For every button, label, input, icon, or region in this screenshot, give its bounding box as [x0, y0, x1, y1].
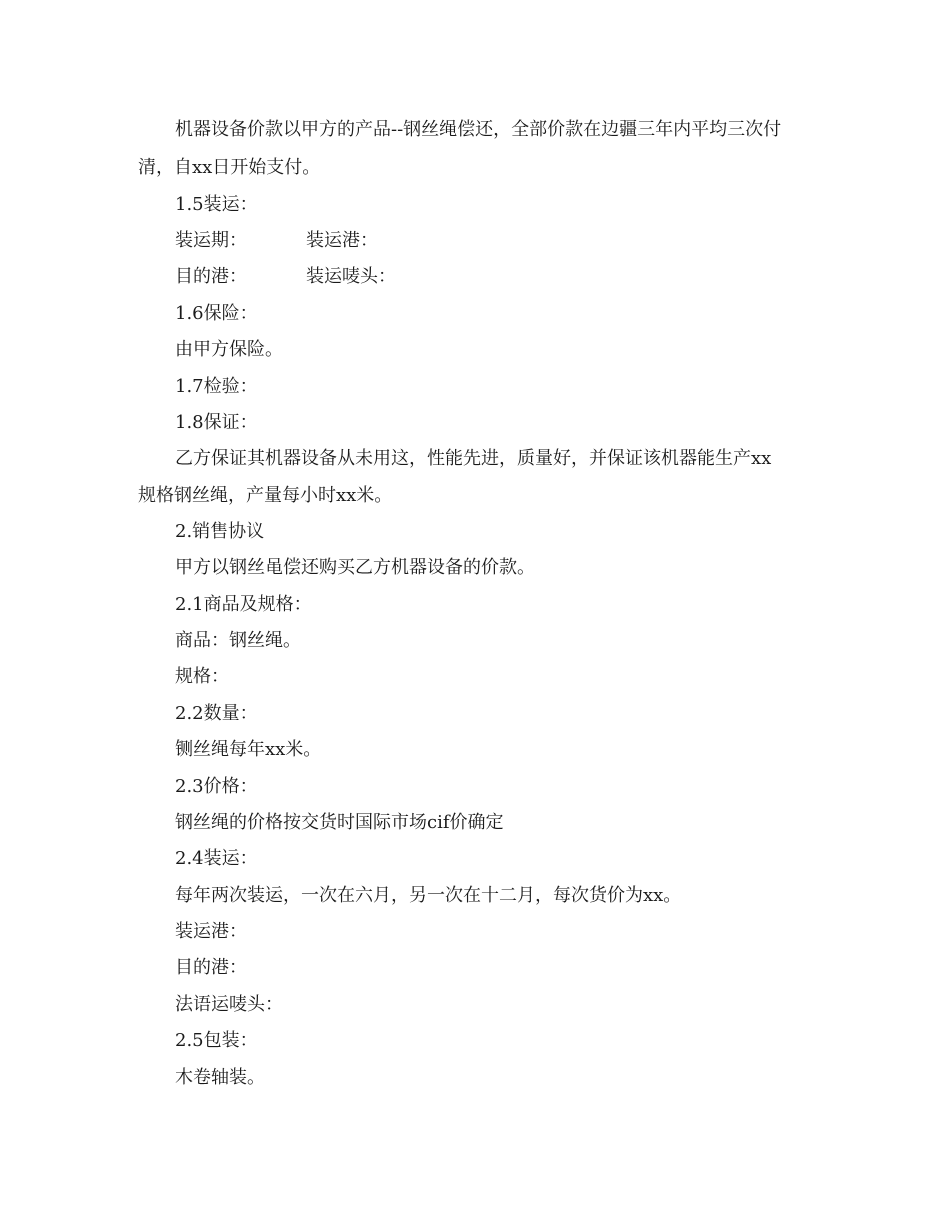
field-label: 目的港： — [175, 266, 247, 287]
paragraph-line: 机器设备价款以甲方的产品--钢丝绳偿还，全部价款在边疆三年内平均三次付 — [175, 119, 782, 140]
section-heading: 1.8保证： — [175, 412, 258, 433]
section-heading: 2.5包装： — [175, 1030, 258, 1051]
field-label: 装运港： — [306, 230, 378, 251]
field-label: 规格： — [175, 666, 229, 687]
section-heading: 1.6保险： — [175, 303, 258, 324]
section-heading: 1.5装运： — [175, 194, 258, 215]
paragraph-line: 铡丝绳每年xx米。 — [175, 739, 322, 760]
section-heading: 2.销售协议 — [175, 521, 265, 542]
paragraph-line: 商品：钢丝绳。 — [175, 630, 301, 651]
section-heading: 2.2数量： — [175, 703, 258, 724]
paragraph-line: 甲方以钢丝黾偿还购买乙方机器设备的价款。 — [175, 557, 535, 578]
field-label: 目的港： — [175, 957, 247, 978]
paragraph-line: 钢丝绳的价格按交货时国际市场cif价确定 — [175, 812, 504, 833]
section-heading: 2.3价格： — [175, 776, 258, 797]
field-label: 装运期： — [175, 230, 247, 251]
paragraph-line: 乙方保证其机器设备从未用这，性能先进，质量好，并保证该机器能生产xx — [175, 448, 772, 469]
paragraph-line: 木卷轴装。 — [175, 1067, 265, 1088]
field-label: 法语运唛头： — [175, 994, 283, 1015]
section-heading: 2.1商品及规格： — [175, 594, 312, 615]
section-heading: 2.4装运： — [175, 848, 258, 869]
field-label: 装运港： — [175, 921, 247, 942]
paragraph-line: 每年两次装运，一次在六月，另一次在十二月，每次货价为xx。 — [175, 885, 682, 906]
field-label: 装运唛头： — [306, 266, 396, 287]
paragraph-line: 由甲方保险。 — [175, 339, 283, 360]
paragraph-line: 清，自xx日开始支付。 — [138, 157, 321, 178]
paragraph-line: 规格钢丝绳，产量每小时xx米。 — [138, 485, 393, 506]
section-heading: 1.7检验： — [175, 376, 258, 397]
